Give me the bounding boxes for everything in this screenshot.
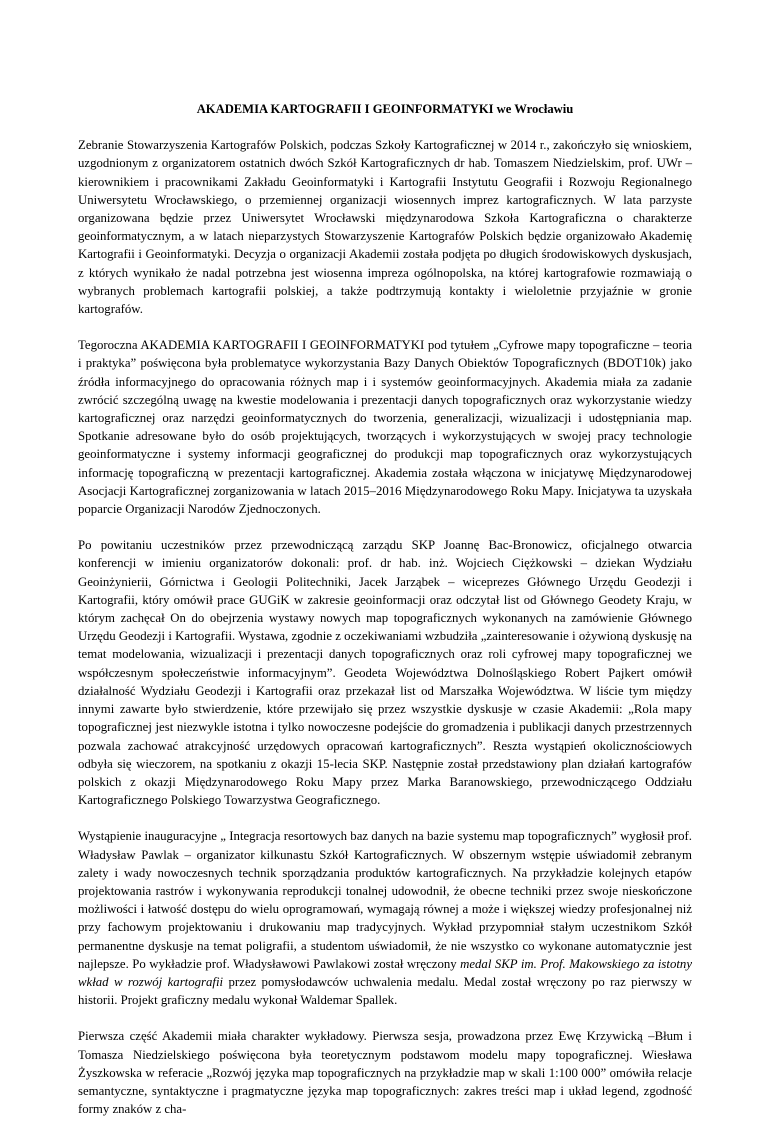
document-title: AKADEMIA KARTOGRAFII I GEOINFORMATYKI we Wrocławiu <box>196 102 574 116</box>
paragraph-5-text: Pierwsza część Akademii miała charakter wykładowy. Pierwsza sesja, prowadzona przez Ewę Krzywicką –Błum i Tomasza Niedzielskiego poświęcona była teoretycznym podstawom modelu mapy topograficznej. Wiesława Żyszkowska w referacie „Rozwój języka map topograficznych na przykładzie map w skali 1:100 000” omówiła relacje semantyczne, syntaktyczne i pragmatyczne języka map topograficznych: zakres treści map i układ legend, zgodność formy znaków z cha- <box>78 1029 692 1117</box>
paragraph-2-text: Tegoroczna AKADEMIA KARTOGRAFII I GEOINFORMATYKI pod tytułem „Cyfrowe mapy topograficzne – teoria i praktyka” poświęcona była problematyce wykorzystania Bazy Danych Obiektów Topograficznych (BDOT10k) jako źródła informacyjnego do opracowania różnych map i i systemów geoinformacyjnych. Akademia miała za zadanie zwrócić szczególną uwagę na kwestie modelowania i prezentacji danych topograficznych oraz wykorzystanie wiedzy kartograficznej oraz narzędzi geoinformatycznych do tworzenia, generalizacji, wizualizacji i udostępniania map. Spotkanie adresowane było do osób projektujących, tworzących i wykorzystujących w swojej pracy technologie geoinformatyczne i systemy informacji geograficznej do produkcji map topograficznych oraz wykorzystujących informację topograficzną w prezentacji kartograficznej. Akademia została włączona w inicjatywę Międzynarodowej Asocjacji Kartograficznej zorganizowania w latach 2015–2016 Międzynarodowego Roku Mapy. Inicjatywa ta uzyskała poparcie Organizacji Narodów Zjednoczonych. <box>78 338 692 517</box>
paragraph-4 <box>78 827 692 1009</box>
paragraph-5 <box>78 1027 692 1118</box>
paragraph-4-medal-name: medal SKP im. Prof. Makowskiego za istotny wkład w rozwój kartografii <box>78 956 693 989</box>
paragraph-4-text-a: Wystąpienie inauguracyjne „ Integracja resortowych baz danych na bazie systemu map topograficznych” wygłosił prof. Władysław Pawlak – organizator kilkunastu Szkół Kartograficznych. W obszernym wstępie uświadomił zebranym zalety i wady nowoczesnych technik sporządzania produktów kartograficznych. Na przykładzie kolejnych etapów projektowania rastrów i wykonywania reprodukcji tonalnej udowodnił, że obecne techniki przez swoje nieskończone możliwości i łatwość dostępu do wielu oprogramowań, wymagają równej a może i większej wiedzy profesjonalnej niż przy fachowym projektowaniu i drukowaniu map tradycyjnych. Wykład przypomniał stałym uczestnikom Szkół permanentne dyskusje na temat poligrafii, a studentom uświadomił, że nie wszystko co wykonane automatycznie jest najlepsze. Po wykładzie prof. Władysławowi Pawlakowi został wręczony <box>78 829 692 971</box>
paragraph-3-text: Po powitaniu uczestników przez przewodniczącą zarządu SKP Joannę Bac-Bronowicz, oficjalnego otwarcia konferencji w imieniu organizatorów dokonali: prof. dr hab. inż. Wojciech Ciężkowski – dziekan Wydziału Geoinżynierii, Górnictwa i Geologii Politechniki, Jacek Jarząbek – wiceprezes Głównego Urzędu Geodezji i Kartografii, który omówił prace GUGiK w zakresie geoinformacji oraz odczytał list od Głównego Geodety Kraju, w którym zachęcał On do obejrzenia wystawy nowych map topograficznych wykonanych na zamówienie Głównego Urzędu Geodezji i Kartografii. Wystawa, zgodnie z oczekiwaniami wzbudziła „zainteresowanie i ożywioną dyskusję na temat modelowania, wizualizacji i prezentacji danych topograficznych oraz roli cyfrowej mapy topograficznej we współczesnym społeczeństwie informacyjnym”. Geodeta Województwa Dolnośląskiego Robert Pajkert omówił działalność Wydziału Geodezji i Kartografii oraz przekazał list od Marszałka Województwa. W liście tym między innymi zawarte było stwierdzenie, które przewijało się przez wszystkie dyskusje w czasie Akademii: „Rola mapy topograficznej jest niezwykle istotna i tylko nowoczesne podejście do gromadzenia i publikacji danych przestrzennych pozwala zachować atrakcyjność urzędowych opracowań kartograficznych”. Reszta wystąpień okolicznościowych odbyła się wieczorem, na spotkaniu z okazji 15-lecia SKP. Następnie został przedstawiony plan działań kartografów polskich z okazji Międzynarodowego Roku Mapy przez Marka Baranowskiego, przewodniczącego Oddziału Kartograficznego Polskiego Towarzystwa Geograficznego. <box>78 538 692 808</box>
paragraph-1-text: Zebranie Stowarzyszenia Kartografów Polskich, podczas Szkoły Kartograficznej w 2014 r., zakończyło się wnioskiem, uzgodnionym z organizatorem ostatnich dwóch Szkół Kartograficznych dr hab. Tomaszem Niedzielskim, prof. UWr – kierownikiem i pracownikami Zakładu Geoinformatyki i Kartografii Instytutu Geografii i Rozwoju Regionalnego Uniwersytetu Wrocławskiego, o przemiennej organizacji wiosennych imprez kartograficznych. W lata parzyste organizowana będzie przez Uniwersytet Wrocławski międzynarodowa Szkoła Kartograficzna o charakterze geoinformatycznym, a w latach nieparzystych Stowarzyszenie Kartografów Polskich będzie organizowało Akademię Kartografii i Geoinformatyki. Decyzja o organizacji Akademii została podjęta po długich środowiskowych dyskusjach, z których wynikało że nadal potrzebna jest wiosenna impreza ogólnopolska, na której kartografowie rozmawiają o wybranych problemach kartografii polskiej, a także podtrzymują kontakty i wieloletnie przyjaźnie w gronie kartografów. <box>78 138 692 317</box>
paragraph-3 <box>78 536 692 809</box>
paragraph-1 <box>78 136 692 318</box>
document-page <box>78 100 692 1136</box>
paragraph-4-text-b: przez pomysłodawców uchwalenia medalu. Medal został wręczony po raz pierwszy w historii. Projekt graficzny medalu wykonał Waldemar Spallek. <box>78 974 692 1008</box>
paragraph-2 <box>78 336 692 518</box>
